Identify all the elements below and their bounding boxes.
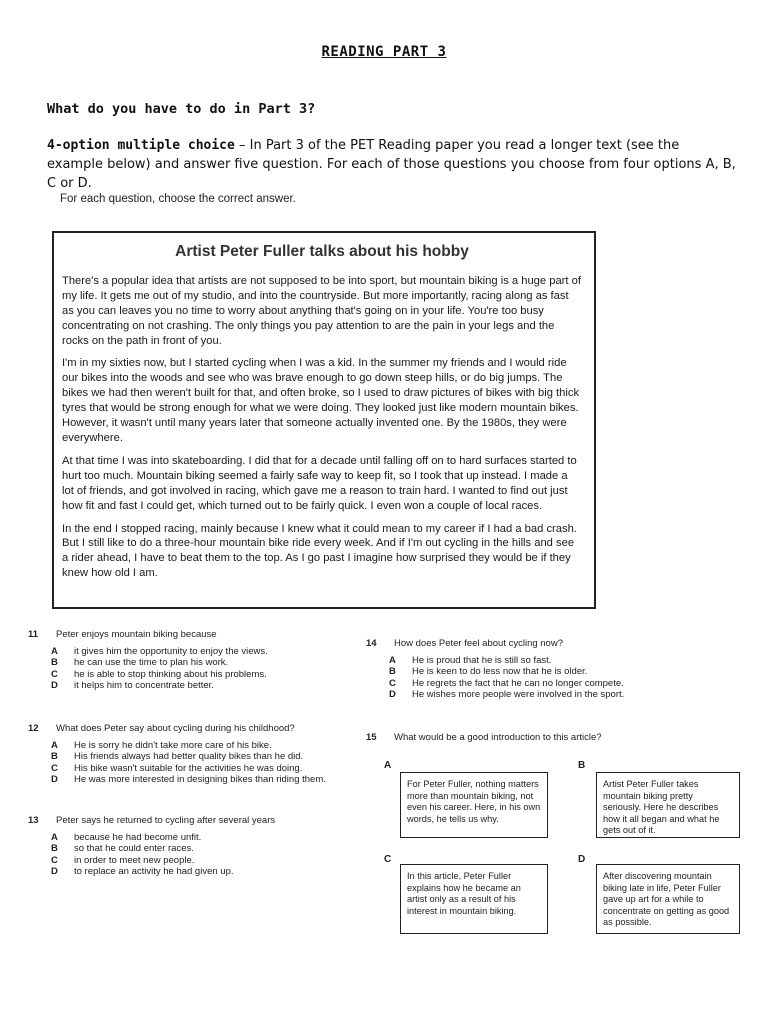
option-letter: A xyxy=(51,832,58,843)
answer-option[interactable] xyxy=(28,669,358,680)
option-text: because he had become unfit. xyxy=(74,832,202,843)
option-letter: D xyxy=(578,854,586,865)
option-text: He was more interested in designing bikes than riding them. xyxy=(74,773,326,785)
option-letter: B xyxy=(51,843,58,855)
answer-box-b[interactable]: Artist Peter Fuller takes mountain biking pretty seriously. Here he describes how it all began and what he gets out of it. xyxy=(596,772,740,838)
question-number: 13 xyxy=(28,815,39,826)
question-number: 11 xyxy=(28,629,39,640)
section-heading: What do you have to do in Part 3? xyxy=(47,101,316,117)
intro-paragraph xyxy=(47,136,737,193)
option-text: to replace an activity he had given up. xyxy=(74,865,234,877)
option-text: in order to meet new people. xyxy=(74,854,195,866)
option-letter: C xyxy=(384,854,392,865)
answer-box-a[interactable]: For Peter Fuller, nothing matters more than mountain biking, not even his career. Here, in his own words, he tells us why. xyxy=(400,772,548,838)
answer-option[interactable] xyxy=(28,680,358,691)
option-text: he is able to stop thinking about his problems. xyxy=(74,668,267,680)
question-stem: How does Peter feel about cycling now? xyxy=(394,638,563,649)
article-title: Artist Peter Fuller talks about his hobby xyxy=(175,243,469,260)
intro-bold-label: 4-option multiple choice xyxy=(47,138,235,153)
answer-option[interactable] xyxy=(366,655,746,666)
option-letter: C xyxy=(51,668,58,680)
option-text: He is sorry he didn't take more care of his bike. xyxy=(74,740,272,751)
option-text: His bike wasn't suitable for the activities he was doing. xyxy=(74,762,303,774)
answer-option[interactable] xyxy=(28,855,358,866)
answer-option[interactable] xyxy=(366,666,746,677)
option-letter: A xyxy=(389,655,396,666)
option-text: He regrets the fact that he can no longer compete. xyxy=(412,677,624,689)
question-number: 12 xyxy=(28,723,39,734)
answer-option[interactable] xyxy=(366,689,746,700)
option-text: it helps him to concentrate better. xyxy=(74,679,214,691)
option-letter: A xyxy=(51,740,58,751)
question-11 xyxy=(28,629,358,691)
answer-option[interactable] xyxy=(28,774,358,785)
answer-option[interactable] xyxy=(28,832,358,843)
article-paragraph: In the end I stopped racing, mainly because I knew what it could mean to my career if I had a bad crash. But I still like to do a three-hour mountain bike ride every week. And if I'm out cycling in the hills and see a rider ahead, I have to beat them to the top. As I go past I imagine how surprised they would be if they knew how old I am. xyxy=(62,522,577,580)
answer-option[interactable] xyxy=(28,657,358,668)
option-letter: D xyxy=(51,773,58,785)
article-paragraph: There's a popular idea that artists are not supposed to be into sport, but mountain biking is a huge part of my life. It gets me out of my studio, and into the countryside. But more importantly, racing along as fast as you can leaves you no time to worry about anything that's going on in your life. You're too busy concentrating on not crashing. The only things you pay attention to are the pain in your legs and the rocks on the path in front of you. xyxy=(62,274,581,347)
option-letter: D xyxy=(51,679,58,691)
answer-box-d[interactable]: After discovering mountain biking late in life, Peter Fuller gave up art for a while to concentrate on getting as good as possible. xyxy=(596,864,740,934)
question-stem: What does Peter say about cycling during his childhood? xyxy=(56,723,295,734)
answer-option[interactable] xyxy=(28,866,358,877)
option-letter: C xyxy=(389,677,396,689)
answer-option[interactable] xyxy=(28,740,358,751)
option-text: He is proud that he is still so fast. xyxy=(412,655,552,666)
option-letter: B xyxy=(578,760,586,771)
option-letter: A xyxy=(51,646,58,657)
question-stem: Peter says he returned to cycling after several years xyxy=(56,815,276,826)
option-letter: B xyxy=(389,666,396,678)
article-paragraph: At that time I was into skateboarding. I did that for a decade until falling off on to hard surfaces started to hurt too much. Mountain biking seemed a fairly safe way to keep fit, so I took that up instead. I made a lot of friends, and got involved in racing, which gave me a reason to train hard. I wanted to find out just how fit and fast I could get, which turned out to be fairly quick. I even won a couple of local races. xyxy=(62,454,577,512)
answer-option[interactable] xyxy=(28,763,358,774)
question-number: 14 xyxy=(366,638,377,649)
article-box xyxy=(52,231,596,609)
option-text: His friends always had better quality bikes than he did. xyxy=(74,751,304,763)
question-stem: Peter enjoys mountain biking because xyxy=(56,629,217,640)
option-text: so that he could enter races. xyxy=(74,843,194,855)
option-text: it gives him the opportunity to enjoy the views. xyxy=(74,646,268,657)
option-letter: C xyxy=(51,854,58,866)
option-letter: A xyxy=(384,760,392,771)
option-letter: D xyxy=(51,865,58,877)
question-13 xyxy=(28,815,358,877)
option-letter: B xyxy=(51,657,58,669)
question-stem: What would be a good introduction to this article? xyxy=(394,732,602,743)
option-text: He wishes more people were involved in the sport. xyxy=(412,688,625,700)
option-text: He is keen to do less now that he is older. xyxy=(412,666,588,678)
instruction-text: For each question, choose the correct answer. xyxy=(60,193,296,205)
answer-box-c[interactable]: In this article, Peter Fuller explains how he became an artist only as a result of his interest in mountain biking. xyxy=(400,864,548,934)
question-15 xyxy=(366,732,746,749)
page-title: READING PART 3 xyxy=(321,44,447,60)
question-14 xyxy=(366,638,746,700)
answer-option[interactable] xyxy=(28,751,358,762)
option-letter: D xyxy=(389,688,396,700)
option-letter: C xyxy=(51,762,58,774)
article-paragraph: I'm in my sixties now, but I started cycling when I was a kid. In the summer my friends and I would ride our bikes into the woods and see who was brave enough to go down steep hills, or do big jumps. The bikes we had then weren't built for that, and often broke, so I used to draw pictures of bikes with big thick tyres that would be strong enough for what we were doing. They looked just like modern mountain bikes. However, it wasn't until many years later that someone actually invented one. By the 1980s, they were everywhere. xyxy=(62,357,580,444)
answer-option[interactable] xyxy=(28,843,358,854)
intro-text: – In Part 3 of the PET Reading paper you read a longer text (see the example below) and answer five question. For each of those questions you choose from four options A, B, C or D. xyxy=(47,138,736,191)
option-text: he can use the time to plan his work. xyxy=(74,657,229,669)
question-12 xyxy=(28,723,358,785)
answer-option[interactable] xyxy=(28,646,358,657)
answer-option[interactable] xyxy=(366,678,746,689)
question-number: 15 xyxy=(366,732,377,743)
option-letter: B xyxy=(51,751,58,763)
